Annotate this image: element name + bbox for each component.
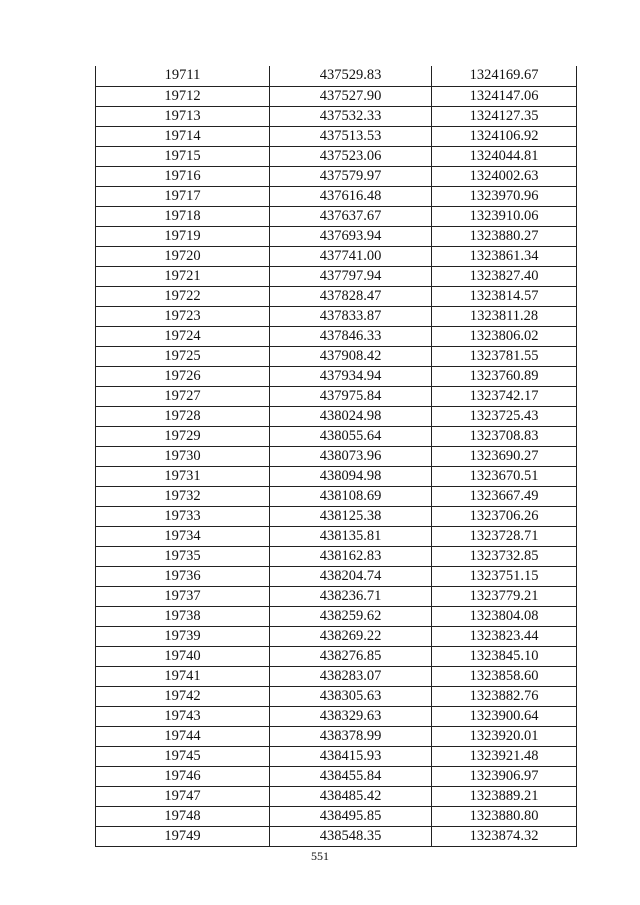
y-coordinate-cell: 1323861.34 [432, 246, 577, 266]
table-row [96, 586, 577, 606]
x-coordinate-cell: 437833.87 [270, 306, 432, 326]
table-row [96, 266, 577, 286]
y-coordinate-cell: 1323889.21 [432, 786, 577, 806]
table-row [96, 506, 577, 526]
y-coordinate-cell: 1323811.28 [432, 306, 577, 326]
point-id-cell: 19732 [96, 486, 270, 506]
point-id-cell: 19742 [96, 686, 270, 706]
table-row [96, 366, 577, 386]
point-id-cell: 19725 [96, 346, 270, 366]
point-id-cell: 19747 [96, 786, 270, 806]
y-coordinate-cell: 1323781.55 [432, 346, 577, 366]
y-coordinate-cell: 1324106.92 [432, 126, 577, 146]
x-coordinate-cell: 438305.63 [270, 686, 432, 706]
table-row [96, 666, 577, 686]
table-row [96, 726, 577, 746]
point-id-cell: 19743 [96, 706, 270, 726]
y-coordinate-cell: 1323920.01 [432, 726, 577, 746]
x-coordinate-cell: 438548.35 [270, 826, 432, 846]
y-coordinate-cell: 1324127.35 [432, 106, 577, 126]
table-row [96, 426, 577, 446]
point-id-cell: 19715 [96, 146, 270, 166]
x-coordinate-cell: 438259.62 [270, 606, 432, 626]
coordinates-table-body [96, 66, 577, 846]
x-coordinate-cell: 437529.83 [270, 66, 432, 86]
x-coordinate-cell: 438135.81 [270, 526, 432, 546]
table-row [96, 526, 577, 546]
x-coordinate-cell: 438162.83 [270, 546, 432, 566]
table-row [96, 786, 577, 806]
y-coordinate-cell: 1323874.32 [432, 826, 577, 846]
point-id-cell: 19722 [96, 286, 270, 306]
y-coordinate-cell: 1323742.17 [432, 386, 577, 406]
y-coordinate-cell: 1323900.64 [432, 706, 577, 726]
y-coordinate-cell: 1324169.67 [432, 66, 577, 86]
x-coordinate-cell: 438485.42 [270, 786, 432, 806]
point-id-cell: 19736 [96, 566, 270, 586]
y-coordinate-cell: 1323906.97 [432, 766, 577, 786]
point-id-cell: 19727 [96, 386, 270, 406]
y-coordinate-cell: 1323880.80 [432, 806, 577, 826]
x-coordinate-cell: 438236.71 [270, 586, 432, 606]
point-id-cell: 19726 [96, 366, 270, 386]
x-coordinate-cell: 437908.42 [270, 346, 432, 366]
y-coordinate-cell: 1323970.96 [432, 186, 577, 206]
point-id-cell: 19748 [96, 806, 270, 826]
y-coordinate-cell: 1323827.40 [432, 266, 577, 286]
x-coordinate-cell: 437797.94 [270, 266, 432, 286]
y-coordinate-cell: 1324044.81 [432, 146, 577, 166]
y-coordinate-cell: 1323760.89 [432, 366, 577, 386]
y-coordinate-cell: 1324147.06 [432, 86, 577, 106]
x-coordinate-cell: 437616.48 [270, 186, 432, 206]
table-row [96, 646, 577, 666]
y-coordinate-cell: 1323732.85 [432, 546, 577, 566]
table-row [96, 406, 577, 426]
y-coordinate-cell: 1323814.57 [432, 286, 577, 306]
x-coordinate-cell: 438269.22 [270, 626, 432, 646]
table-row [96, 686, 577, 706]
x-coordinate-cell: 438329.63 [270, 706, 432, 726]
y-coordinate-cell: 1323806.02 [432, 326, 577, 346]
table-row [96, 226, 577, 246]
table-row [96, 146, 577, 166]
y-coordinate-cell: 1323725.43 [432, 406, 577, 426]
table-row [96, 106, 577, 126]
point-id-cell: 19741 [96, 666, 270, 686]
x-coordinate-cell: 438455.84 [270, 766, 432, 786]
table-row [96, 306, 577, 326]
x-coordinate-cell: 437523.06 [270, 146, 432, 166]
point-id-cell: 19718 [96, 206, 270, 226]
x-coordinate-cell: 438125.38 [270, 506, 432, 526]
point-id-cell: 19712 [96, 86, 270, 106]
x-coordinate-cell: 438495.85 [270, 806, 432, 826]
point-id-cell: 19714 [96, 126, 270, 146]
point-id-cell: 19724 [96, 326, 270, 346]
table-row [96, 86, 577, 106]
y-coordinate-cell: 1324002.63 [432, 166, 577, 186]
point-id-cell: 19721 [96, 266, 270, 286]
table-row [96, 246, 577, 266]
table-row [96, 806, 577, 826]
table-row [96, 826, 577, 846]
table-row [96, 206, 577, 226]
page-number: 551 [311, 849, 329, 863]
table-row [96, 346, 577, 366]
point-id-cell: 19731 [96, 466, 270, 486]
point-id-cell: 19749 [96, 826, 270, 846]
x-coordinate-cell: 437741.00 [270, 246, 432, 266]
table-row [96, 746, 577, 766]
point-id-cell: 19737 [96, 586, 270, 606]
table-row [96, 126, 577, 146]
point-id-cell: 19734 [96, 526, 270, 546]
y-coordinate-cell: 1323910.06 [432, 206, 577, 226]
y-coordinate-cell: 1323882.76 [432, 686, 577, 706]
x-coordinate-cell: 437828.47 [270, 286, 432, 306]
y-coordinate-cell: 1323880.27 [432, 226, 577, 246]
table-row [96, 706, 577, 726]
table-row [96, 66, 577, 86]
table-row [96, 186, 577, 206]
x-coordinate-cell: 437513.53 [270, 126, 432, 146]
table-row [96, 606, 577, 626]
x-coordinate-cell: 438073.96 [270, 446, 432, 466]
table-row [96, 286, 577, 306]
y-coordinate-cell: 1323804.08 [432, 606, 577, 626]
point-id-cell: 19745 [96, 746, 270, 766]
table-row [96, 566, 577, 586]
table-row [96, 766, 577, 786]
point-id-cell: 19723 [96, 306, 270, 326]
y-coordinate-cell: 1323921.48 [432, 746, 577, 766]
y-coordinate-cell: 1323728.71 [432, 526, 577, 546]
point-id-cell: 19711 [96, 66, 270, 86]
x-coordinate-cell: 437846.33 [270, 326, 432, 346]
y-coordinate-cell: 1323845.10 [432, 646, 577, 666]
table-row [96, 166, 577, 186]
x-coordinate-cell: 438024.98 [270, 406, 432, 426]
point-id-cell: 19738 [96, 606, 270, 626]
y-coordinate-cell: 1323751.15 [432, 566, 577, 586]
x-coordinate-cell: 438378.99 [270, 726, 432, 746]
x-coordinate-cell: 438276.85 [270, 646, 432, 666]
point-id-cell: 19735 [96, 546, 270, 566]
point-id-cell: 19739 [96, 626, 270, 646]
y-coordinate-cell: 1323858.60 [432, 666, 577, 686]
x-coordinate-cell: 438415.93 [270, 746, 432, 766]
x-coordinate-cell: 437527.90 [270, 86, 432, 106]
table-row [96, 386, 577, 406]
coordinates-table [95, 66, 577, 847]
x-coordinate-cell: 437579.97 [270, 166, 432, 186]
x-coordinate-cell: 438283.07 [270, 666, 432, 686]
point-id-cell: 19733 [96, 506, 270, 526]
x-coordinate-cell: 438094.98 [270, 466, 432, 486]
point-id-cell: 19713 [96, 106, 270, 126]
point-id-cell: 19719 [96, 226, 270, 246]
point-id-cell: 19744 [96, 726, 270, 746]
table-row [96, 466, 577, 486]
x-coordinate-cell: 437693.94 [270, 226, 432, 246]
point-id-cell: 19740 [96, 646, 270, 666]
point-id-cell: 19729 [96, 426, 270, 446]
y-coordinate-cell: 1323779.21 [432, 586, 577, 606]
table-row [96, 486, 577, 506]
x-coordinate-cell: 437975.84 [270, 386, 432, 406]
x-coordinate-cell: 438055.64 [270, 426, 432, 446]
point-id-cell: 19716 [96, 166, 270, 186]
y-coordinate-cell: 1323706.26 [432, 506, 577, 526]
point-id-cell: 19717 [96, 186, 270, 206]
y-coordinate-cell: 1323670.51 [432, 466, 577, 486]
x-coordinate-cell: 437532.33 [270, 106, 432, 126]
point-id-cell: 19720 [96, 246, 270, 266]
y-coordinate-cell: 1323823.44 [432, 626, 577, 646]
x-coordinate-cell: 437637.67 [270, 206, 432, 226]
x-coordinate-cell: 438108.69 [270, 486, 432, 506]
table-row [96, 626, 577, 646]
x-coordinate-cell: 438204.74 [270, 566, 432, 586]
y-coordinate-cell: 1323708.83 [432, 426, 577, 446]
y-coordinate-cell: 1323667.49 [432, 486, 577, 506]
y-coordinate-cell: 1323690.27 [432, 446, 577, 466]
table-row [96, 446, 577, 466]
point-id-cell: 19728 [96, 406, 270, 426]
x-coordinate-cell: 437934.94 [270, 366, 432, 386]
point-id-cell: 19746 [96, 766, 270, 786]
table-row [96, 546, 577, 566]
point-id-cell: 19730 [96, 446, 270, 466]
table-row [96, 326, 577, 346]
